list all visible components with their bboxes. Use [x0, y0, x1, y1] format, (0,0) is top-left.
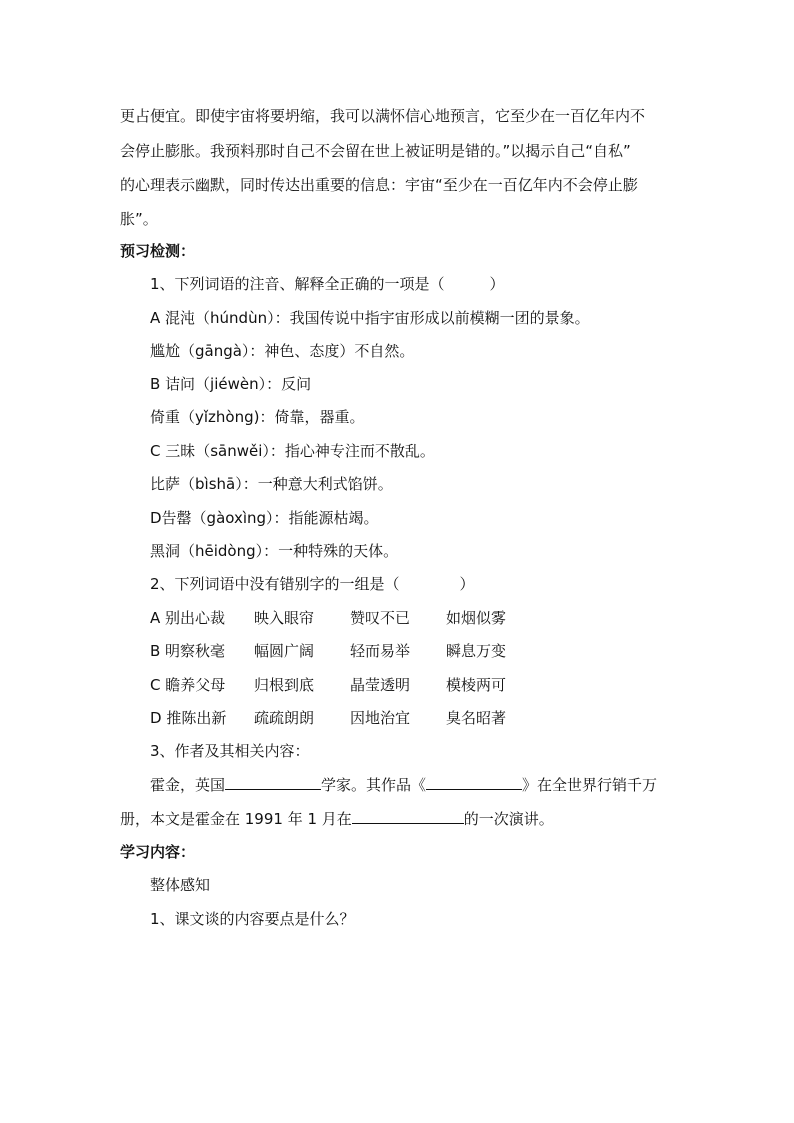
section-heading-preview: 预习检测：: [120, 242, 196, 260]
question-3-paragraph-line-1: [150, 775, 657, 795]
fill-blank[interactable]: [225, 775, 321, 790]
word-cell: 归根到底: [254, 676, 315, 694]
text-fragment: 的一次演讲。: [463, 810, 554, 828]
word-cell: B 明察秋毫: [150, 642, 226, 660]
question-2-row: [150, 675, 542, 695]
question-2-stem: 2、下列词语中没有错别字的一组是（ ）: [150, 575, 475, 593]
question-1-option: B 诘问（jiéwèn）：反问: [150, 375, 312, 393]
word-cell: 模棱两可: [446, 676, 507, 694]
content-question-1: 1、课文谈的内容要点是什么？: [150, 910, 355, 928]
question-1-option: 比萨（bìshā）：一种意大利式馅饼。: [150, 475, 393, 493]
intro-line-3: 的心理表示幽默，同时传达出重要的信息：宇宙“至少在一百亿年内不会停止膨: [120, 176, 638, 194]
word-cell: 轻而易举: [350, 642, 411, 660]
question-1-option: D告罄（gàoxìng）：指能源枯竭。: [150, 509, 379, 527]
section-heading-content: 学习内容：: [120, 843, 196, 861]
word-cell: 瞬息万变: [446, 642, 507, 660]
word-cell: A 别出心裁: [150, 609, 226, 627]
word-cell: 臭名昭著: [446, 709, 507, 727]
word-cell: 如烟似雾: [446, 609, 507, 627]
question-1-stem: 1、下列词语的注音、解释全正确的一项是（ ）: [150, 275, 505, 293]
subheading-overall: 整体感知: [150, 876, 211, 894]
question-2-row: [150, 608, 542, 628]
question-3-paragraph-line-2: [120, 809, 554, 829]
intro-line-1: 更占便宜。即使宇宙将要坍缩，我可以满怀信心地预言，它至少在一百亿年内不: [120, 107, 646, 125]
question-1-option: A 混沌（húndùn）：我国传说中指宇宙形成以前模糊一团的景象。: [150, 309, 590, 327]
question-3-stem: 3、作者及其相关内容：: [150, 742, 310, 760]
text-fragment: 学家。其作品《: [321, 776, 427, 794]
question-2-row: [150, 641, 542, 661]
fill-blank[interactable]: [352, 809, 464, 824]
word-cell: D 推陈出新: [150, 709, 227, 727]
question-1-option: 倚重（yǐzhòng)：倚靠，器重。: [150, 408, 365, 426]
word-cell: 映入眼帘: [254, 609, 315, 627]
word-cell: 因地治宜: [350, 709, 411, 727]
word-cell: 赞叹不已: [350, 609, 411, 627]
word-cell: 疏疏朗朗: [254, 709, 315, 727]
word-cell: 幅圆广阔: [254, 642, 315, 660]
word-cell: 晶莹透明: [350, 676, 411, 694]
intro-line-4: 胀”。: [120, 210, 158, 228]
question-1-option: 尴尬（gāngà）：神色、态度）不自然。: [150, 342, 415, 360]
text-fragment: 册，本文是霍金在 1991 年 1 月在: [120, 810, 352, 828]
question-2-row: [150, 708, 542, 728]
word-cell: C 瞻养父母: [150, 676, 226, 694]
intro-line-2: 会停止膨胀。我预料那时自己不会留在世上被证明是错的。”以揭示自己“自私”: [120, 142, 631, 160]
text-fragment: 》在全世界行销千万: [522, 776, 658, 794]
question-1-option: 黑洞（hēidòng）：一种特殊的天体。: [150, 542, 399, 560]
fill-blank[interactable]: [426, 775, 522, 790]
text-fragment: 霍金，英国: [150, 776, 226, 794]
question-1-option: C 三昧（sānwěi）：指心神专注而不散乱。: [150, 442, 435, 460]
